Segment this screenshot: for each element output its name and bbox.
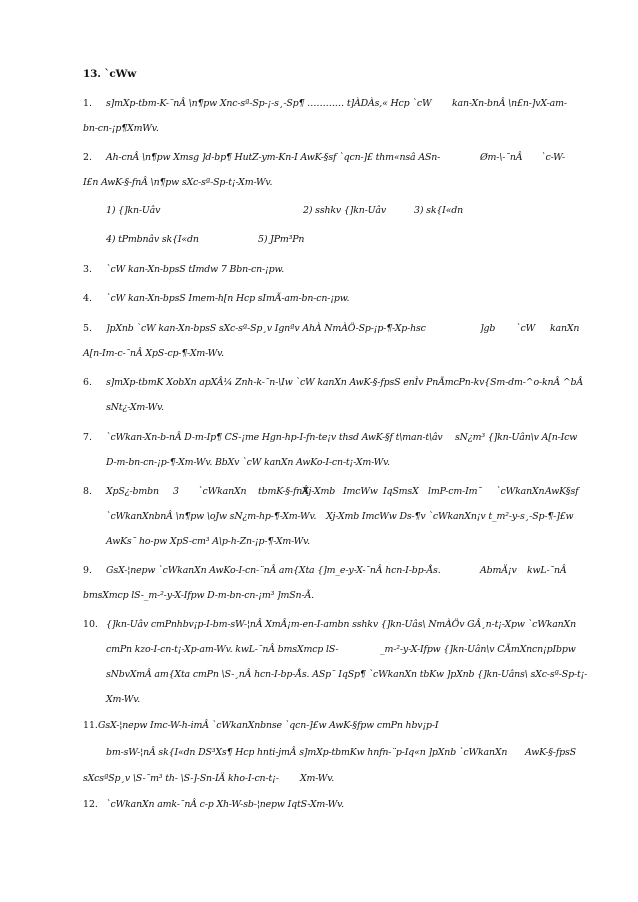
item-text: sNbvXmÂ am{Xta cmPn \S-¸nÂ hcn-I-bp-Ås. ASp¯ IqSp¶ `cWkanXn tbKw ]pXnb {]kn-Uâns\ sXc-sª-Sp-t¡- [106, 669, 588, 680]
section-heading: 13. `cWw [83, 68, 137, 80]
item-text: kanXn [550, 323, 580, 334]
item-text: sXcsªSp¸v \S-¯m³ th- \S-]-Sn-IÄ kho-I-cn-t¡- [83, 773, 279, 784]
item-text: 3 [173, 486, 179, 497]
item-text: `cWkan-Xn-b-nÂ D-m-Ip¶ CS-¡me Hgn-hp-I-fn-te¡v thsd AwK-§f t\man-t\âv [106, 432, 443, 443]
item-text: GsX-¦nepw Imc-W-h-imÂ `cWkanXnbnse `qcn-]£w AwK-§fpw cmPn hbv¡p-I [98, 720, 439, 731]
item-number: 9. [83, 565, 92, 576]
item-number: 8. [83, 486, 92, 497]
item-text: A[n-Im-c-¯nÂ XpS-cp-¶-Xm-Wv. [83, 348, 224, 359]
position-item: 5) JPm³Pn [258, 234, 305, 245]
item-text: AwK§sf [545, 486, 579, 497]
item-number: 1. [83, 98, 92, 109]
item-text: s]mXp-tbm-K-¨nÂ \n¶pw Xnc-sª-Sp-¡-s¸-Sp¶ ………… t]ÀDÀs,« Hcp `cW [106, 98, 432, 109]
item-text: Xj-Xmb [302, 486, 336, 497]
item-number: 11. [83, 720, 98, 731]
item-text: `cW [516, 323, 536, 334]
item-text: _m-²-y-X-Ifpw {]kn-Uân\v CÃmXncn¡pIbpw [380, 644, 576, 655]
item-text: lmP-cm-Im¯ [428, 486, 482, 497]
item-text: `cW kan-Xn-bpsS Imem-h[n Hcp sImÃ-am-bn-cn-¡pw. [106, 293, 350, 304]
item-text: kan-Xn-bnÂ \n£n-]vX-am- [452, 98, 567, 109]
item-number: 3. [83, 264, 92, 275]
position-item: 4) tPmbnâv sk{I«dn [106, 234, 199, 245]
position-item: 2) sshkv {]kn-Uâv [303, 205, 386, 216]
item-number: 2. [83, 152, 92, 163]
item-text: bm-sW-¦nÂ sk{I«dn DS³Xs¶ Hcp hnti-jmÂ s]mXp-tbmKw hnfn-¨p-Iq«n ]pXnb `cWkanXn [106, 747, 508, 758]
item-number: 5. [83, 323, 92, 334]
item-text: Xm-Wv. [300, 773, 335, 784]
item-text: `c-W- [541, 152, 565, 163]
item-text: s]mXp-tbmK XobXn apXÂ¼ Znh-k-¯n-\Iw `cW kanXn AwK-§-fpsS enÌv PnÃmcPn-kv{Sm-dm-^o-knÂ ^bÂ [106, 377, 584, 388]
item-text: I£n AwK-§-fnÂ \n¶pw sXc-sª-Sp-t¡-Xm-Wv. [83, 177, 273, 188]
item-text: AwKs¯ ho-pw XpS-cm³ A\p-h-Zn-¡p-¶-Xm-Wv. [106, 536, 310, 547]
item-text: D-m-bn-cn-¡p-¶-Xm-Wv. BbXv `cW kanXn AwKo-I-cn-t¡-Xm-Wv. [106, 457, 390, 468]
position-item: 3) sk{I«dn [414, 205, 464, 216]
item-text: ImcWw [343, 486, 378, 497]
item-text: kwL-¯nÂ [527, 565, 567, 576]
item-number: 4. [83, 293, 92, 304]
item-text: AwK-§-fpsS [525, 747, 576, 758]
item-text: AbmÄ¡v [480, 565, 517, 576]
item-number: 12. [83, 799, 98, 810]
item-text: bn-cn-¡p¶XmWv. [83, 123, 159, 134]
item-text: Ah-cnÂ \n¶pw Xmsg ]d-bp¶ HutZ-ym-Kn-I AwK-§sf `qcn-]£ thm«nsâ ASn- [106, 152, 441, 163]
item-text: ]pXnb `cW kan-Xn-bpsS sXc-sª-Sp¸v Ignªv AhÀ NmÀÖ-Sp-¡p-¶-Xp-hsc [106, 323, 426, 334]
item-text: Øm-\-¯nÂ [480, 152, 523, 163]
item-text: IqSmsX [383, 486, 419, 497]
item-text: bmsXmcp lS-_m-²-y-X-Ifpw D-m-bn-cn-¡m³ ]mSn-Ã. [83, 590, 314, 601]
item-text: GsX-¦nepw `cWkanXn AwKo-I-cn-¨nÂ am{Xta {]m_e-y-X-¯nÂ hcn-I-bp-Ås. [106, 565, 441, 576]
item-text: `cWkanXn [496, 486, 545, 497]
item-text: cmPn kzo-I-cn-t¡-Xp-am-Wv. kwL-¯nÂ bmsXmcp lS- [106, 644, 339, 655]
item-text: Xj-Xmb ImcWw Ds-¶v `cWkanXn¡v t_m²-y-s¸-Sp-¶-]£w [326, 511, 574, 522]
item-text: XpS¿-bmbn [106, 486, 159, 497]
item-text: {]kn-Uâv cmPnhbv¡p-I-bm-sW-¦nÂ XmÂ¡m-en-I-ambn sshkv {]kn-Uâs\ NmÀÖv GÂ¸n-t¡-Xpw `cWkanXn [106, 619, 576, 630]
item-number: 10. [83, 619, 98, 630]
item-text: sN¿m³ {]kn-Uân\v A[n-Icw [455, 432, 578, 443]
item-text: Xm-Wv. [106, 694, 141, 705]
item-text: `cWkanXn amk-¯nÂ c-p Xh-W-sb-¦nepw IqtS-Xm-Wv. [106, 799, 345, 810]
item-text: ]gb [480, 323, 496, 334]
item-text: `cW kan-Xn-bpsS tImdw 7 Bbn-cn-¡pw. [106, 264, 285, 275]
item-number: 7. [83, 432, 92, 443]
item-text: sNt¿-Xm-Wv. [106, 402, 165, 413]
item-text: `cWkanXnbnÂ \n¶pw \oЈw sN¿m-hp-¶-Xm-Wv. [106, 511, 317, 522]
item-number: 6. [83, 377, 92, 388]
item-text: tbmK-§-fnÂ [258, 486, 309, 497]
item-text: `cWkanXn [198, 486, 247, 497]
position-item: 1) {]kn-Uâv [106, 205, 161, 216]
